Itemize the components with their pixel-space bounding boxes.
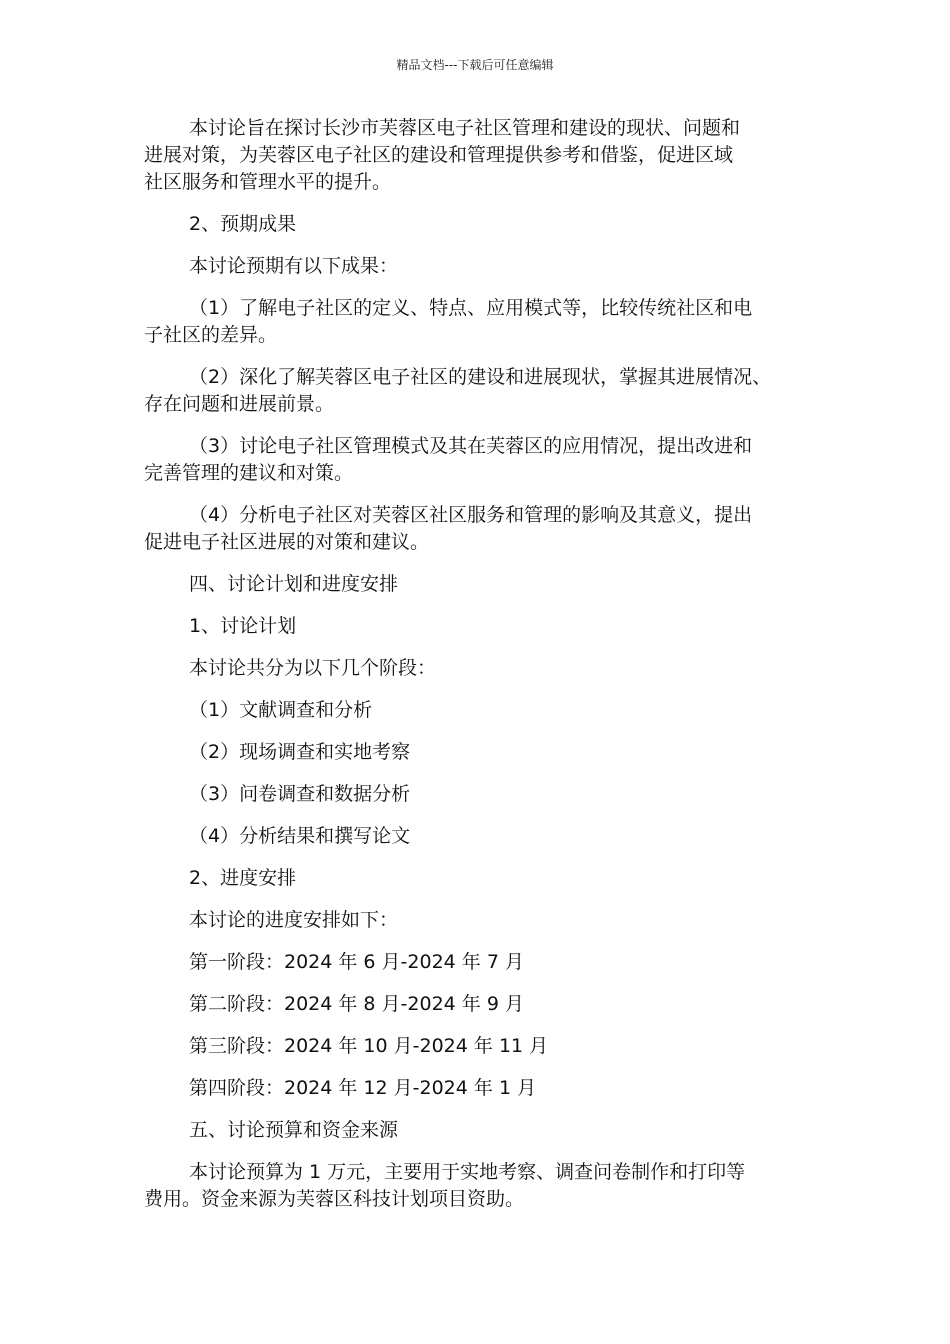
schedule-phase-3 — [144, 1033, 824, 1060]
list-item-line: （1）了解电子社区的定义、特点、应用模式等，比较传统社区和电 — [189, 297, 753, 319]
heading-expected-results — [144, 211, 824, 238]
schedule-phase-2 — [144, 991, 824, 1018]
section-heading-plan — [144, 571, 824, 598]
paragraph-line: 本讨论共分为以下几个阶段： — [189, 657, 437, 679]
page-header: 精品文档---下载后可任意编辑 — [396, 58, 554, 72]
subheading-schedule — [144, 865, 824, 892]
list-item-line: 促进电子社区进展的对策和建议。 — [144, 531, 430, 553]
list-item-line: （3）问卷调查和数据分析 — [189, 783, 411, 805]
paragraph-line: 费用。资金来源为芙蓉区科技计划项目资助。 — [144, 1188, 525, 1210]
list-item-line: 子社区的差异。 — [144, 324, 278, 346]
paragraph-line: 社区服务和管理水平的提升。 — [144, 171, 392, 193]
list-item-stage-2 — [144, 739, 824, 766]
heading-line: 五、讨论预算和资金来源 — [189, 1119, 399, 1141]
list-item-line: （1）文献调查和分析 — [189, 699, 373, 721]
list-item-line: （2）现场调查和实地考察 — [189, 741, 411, 763]
list-item-line: 存在问题和进展前景。 — [144, 393, 335, 415]
paragraph-line: 本讨论预期有以下成果： — [189, 255, 399, 277]
paragraph-schedule-intro — [144, 907, 824, 934]
document-body — [144, 115, 824, 1213]
list-item-stage-3 — [144, 781, 824, 808]
schedule-phase-1 — [144, 949, 824, 976]
list-item-line: （2）深化了解芙蓉区电子社区的建设和进展现状，掌握其进展情况、 — [189, 366, 772, 388]
paragraph-stages-intro — [144, 655, 824, 682]
heading-line: 2、进度安排 — [189, 867, 297, 889]
list-item-stage-4 — [144, 823, 824, 850]
list-item-line: （3）讨论电子社区管理模式及其在芙蓉区的应用情况，提出改进和 — [189, 435, 753, 457]
paragraph-line: 本讨论旨在探讨长沙市芙蓉区电子社区管理和建设的现状、问题和 — [189, 117, 741, 139]
paragraph-line: 进展对策，为芙蓉区电子社区的建设和管理提供参考和借鉴，促进区域 — [144, 144, 734, 166]
paragraph-line: 本讨论预算为 1 万元，主要用于实地考察、调查问卷制作和打印等 — [189, 1161, 746, 1183]
heading-line: 四、讨论计划和进度安排 — [189, 573, 399, 595]
schedule-line: 第四阶段：2024 年 12 月-2024 年 1 月 — [189, 1077, 537, 1099]
schedule-phase-4 — [144, 1075, 824, 1102]
heading-line: 2、预期成果 — [189, 213, 297, 235]
schedule-line: 第二阶段：2024 年 8 月-2024 年 9 月 — [189, 993, 524, 1015]
subheading-research-plan — [144, 613, 824, 640]
list-item-result-4 — [144, 502, 824, 556]
list-item-line: （4）分析结果和撰写论文 — [189, 825, 411, 847]
list-item-line: （4）分析电子社区对芙蓉区社区服务和管理的影响及其意义，提出 — [189, 504, 753, 526]
schedule-line: 第三阶段：2024 年 10 月-2024 年 11 月 — [189, 1035, 549, 1057]
section-heading-budget — [144, 1117, 824, 1144]
paragraph-results-intro — [144, 253, 824, 280]
paragraph-line: 本讨论的进度安排如下： — [189, 909, 399, 931]
list-item-result-3 — [144, 433, 824, 487]
list-item-line: 完善管理的建议和对策。 — [144, 462, 354, 484]
paragraph-budget — [144, 1159, 824, 1213]
list-item-stage-1 — [144, 697, 824, 724]
paragraph-research-aim — [144, 115, 824, 196]
heading-line: 1、讨论计划 — [189, 615, 297, 637]
list-item-result-1 — [144, 295, 824, 349]
schedule-line: 第一阶段：2024 年 6 月-2024 年 7 月 — [189, 951, 524, 973]
list-item-result-2 — [144, 364, 824, 418]
